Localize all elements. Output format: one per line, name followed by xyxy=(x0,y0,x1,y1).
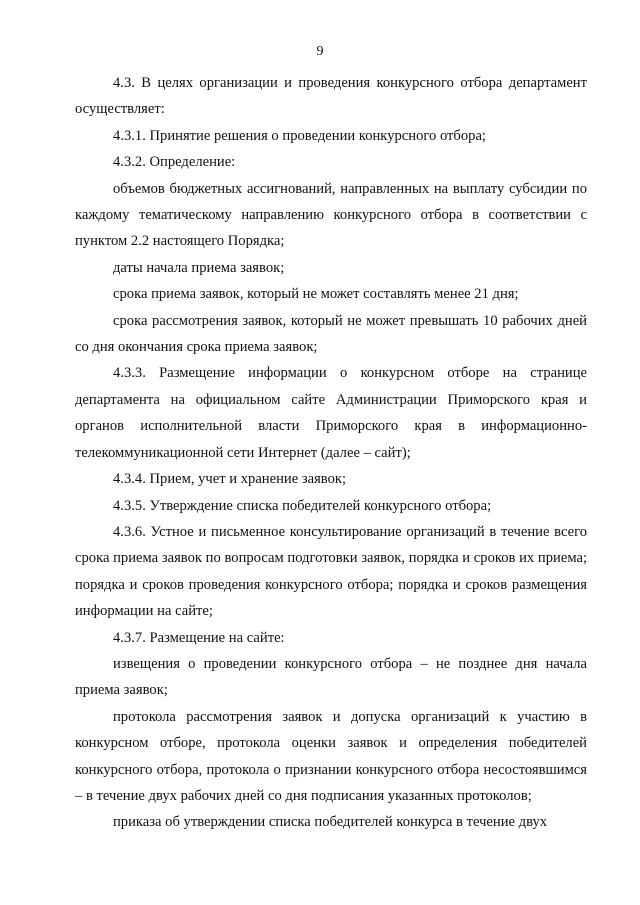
paragraph-4-3-6: 4.3.6. Устное и письменное консультирование организаций в течение всего срока приема заявок по вопросам подготовки заявок, порядка и сроков их приема; порядка и сроков проведения конкурсного отбора; порядка и сроков размещения информации на сайте; xyxy=(75,523,587,620)
paragraph-start-date: даты начала приема заявок; xyxy=(113,259,285,276)
paragraph-budget-volumes: объемов бюджетных ассигнований, направленных на выплату субсидии по каждому тематическому направлению конкурсного отбора в соответствии с пунктом 2.2 настоящего Порядка; xyxy=(75,180,587,250)
paragraph-notice: извещения о проведении конкурсного отбора – не позднее дня начала приема заявок; xyxy=(75,655,587,699)
paragraph-acceptance-period: срока приема заявок, который не может составлять менее 21 дня; xyxy=(113,286,519,303)
paragraph-4-3-2: 4.3.2. Определение: xyxy=(113,154,236,171)
paragraph-order: приказа об утверждении списка победителей конкурса в течение двух xyxy=(113,814,548,831)
paragraph-4-3: 4.3. В целях организации и проведения конкурсного отбора департамент осуществляет: xyxy=(75,75,587,118)
paragraph-4-3-4: 4.3.4. Прием, учет и хранение заявок; xyxy=(113,471,347,488)
document-body xyxy=(75,70,587,836)
paragraph-4-3-1: 4.3.1. Принятие решения о проведении конкурсного отбора; xyxy=(113,127,486,144)
paragraph-4-3-5: 4.3.5. Утверждение списка победителей конкурсного отбора; xyxy=(113,497,492,514)
paragraph-review-period: срока рассмотрения заявок, который не может превышать 10 рабочих дней со дня окончания срока приема заявок; xyxy=(75,312,587,356)
paragraph-4-3-3: 4.3.3. Размещение информации о конкурсном отборе на странице департамента на официальном сайте Администрации Приморского края и органов исполнительной власти Приморского края в информационно-телекоммуникационной сети Интернет (далее – сайт); xyxy=(75,365,587,461)
paragraph-4-3-7: 4.3.7. Размещение на сайте: xyxy=(113,629,285,646)
paragraph-protocols: протокола рассмотрения заявок и допуска организаций к участию в конкурсном отборе, протокола оценки заявок и определения победителей конкурсного отбора, протокола о признании конкурсного отбора несостоявшимся – в течение двух рабочих дней со дня подписания указанных протоколов; xyxy=(75,708,587,804)
page-number: 9 xyxy=(316,44,324,59)
